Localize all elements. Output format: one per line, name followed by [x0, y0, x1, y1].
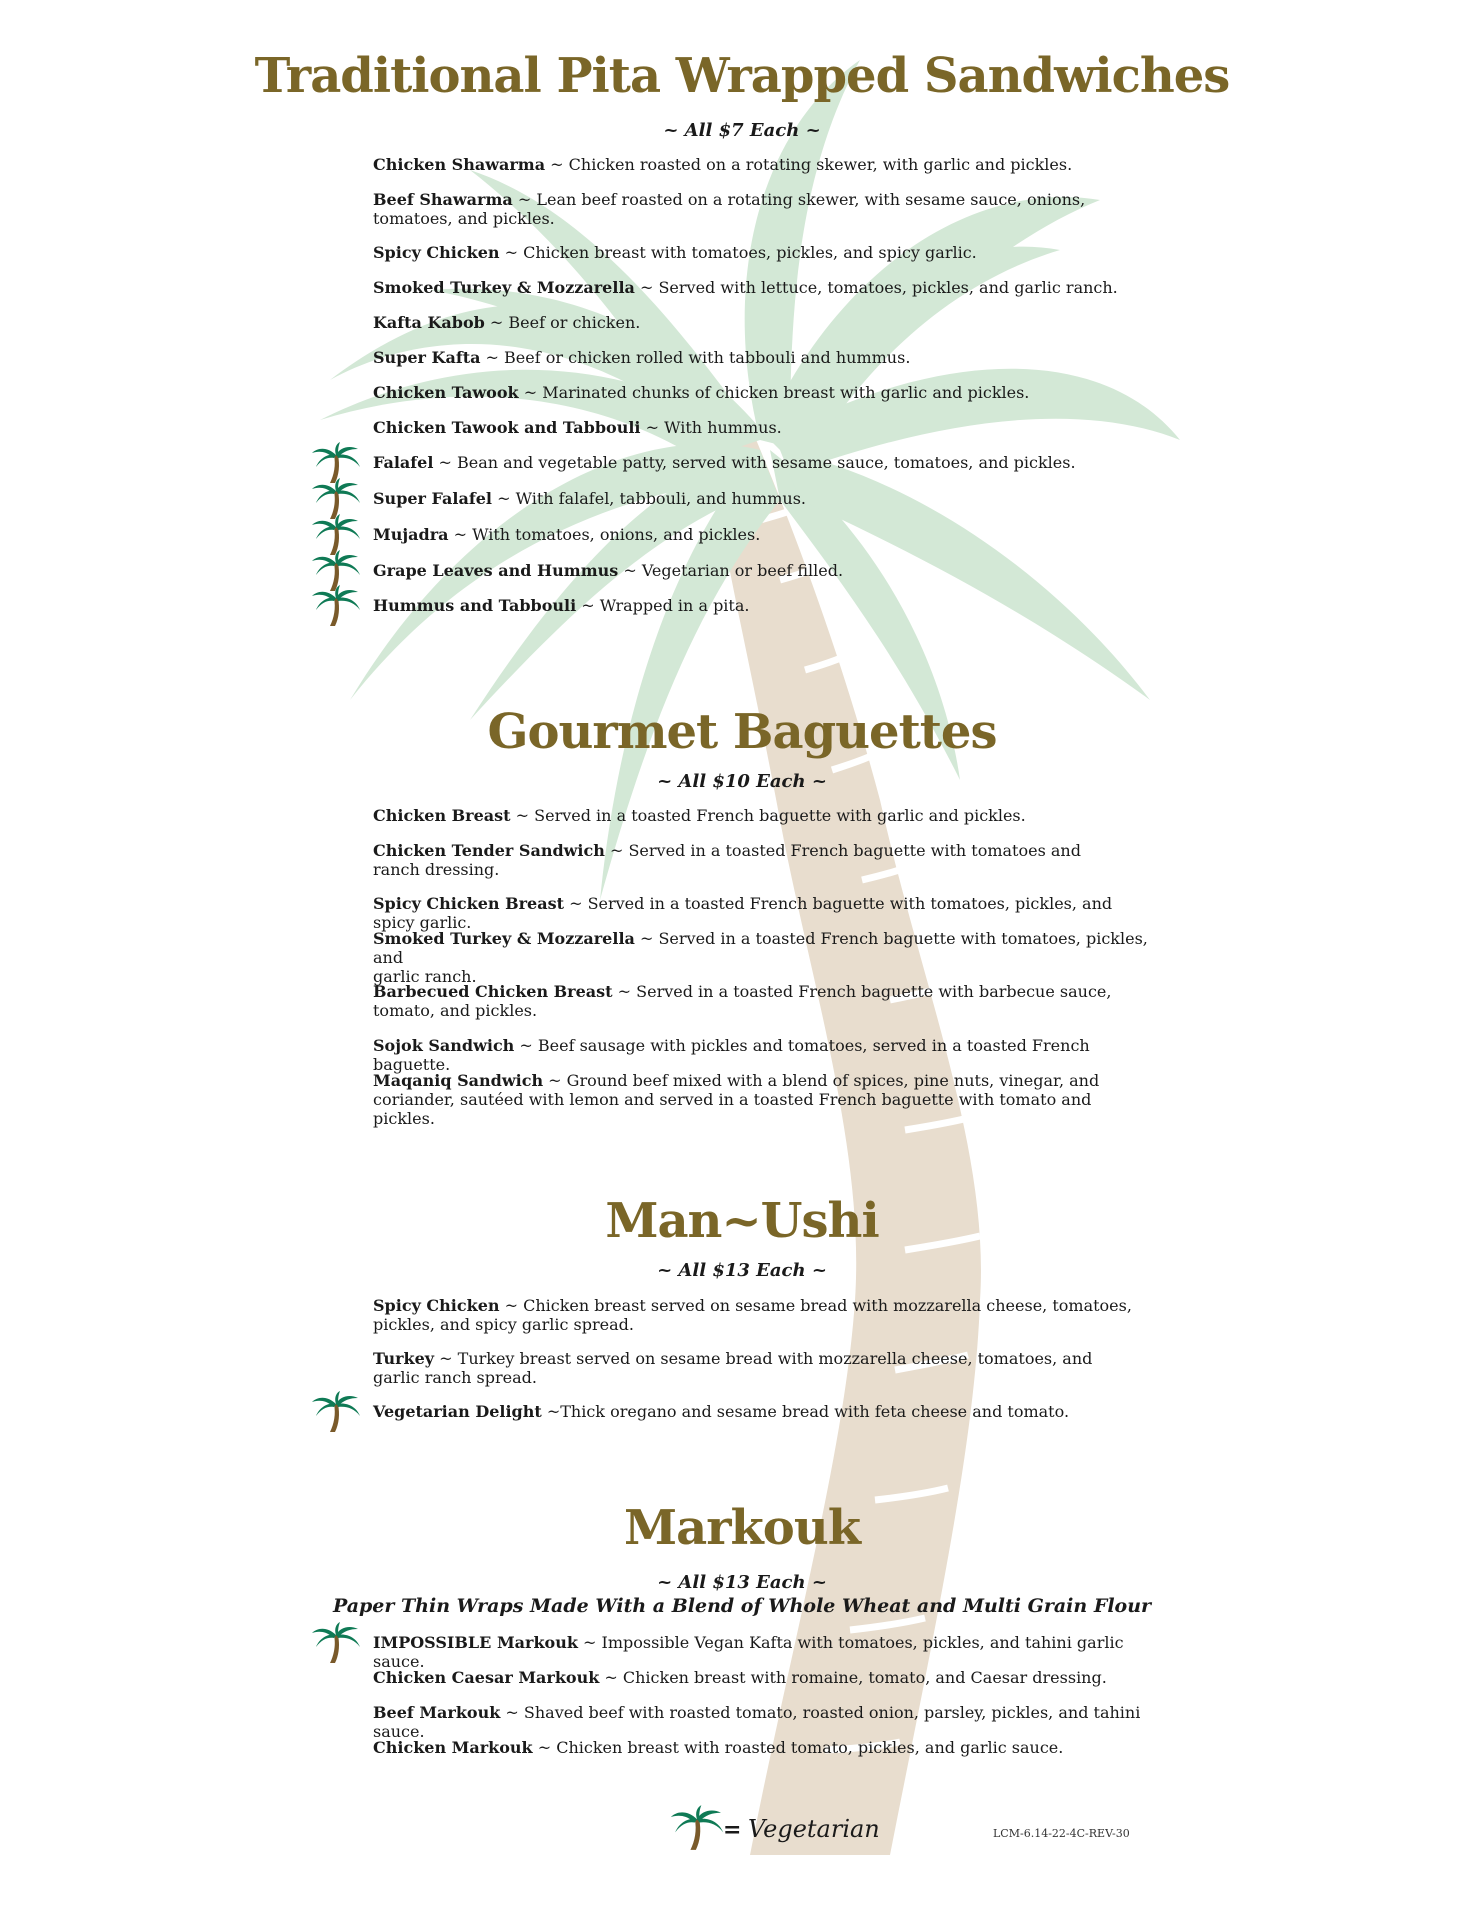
legend-label: Vegetarian	[748, 1815, 880, 1843]
item-name: Smoked Turkey & Mozzarella	[373, 929, 635, 948]
item-desc: ~ With hummus.	[640, 418, 782, 437]
item-name: Maqaniq Sandwich	[373, 1071, 544, 1090]
section-price: ~ All $10 Each ~	[657, 771, 827, 792]
palm-tree-icon	[668, 1804, 726, 1852]
menu-item	[373, 1633, 1153, 1671]
menu-item	[373, 1703, 1153, 1741]
item-desc: ~ With tomatoes, onions, and pickles.	[448, 525, 761, 544]
item-name: Smoked Turkey & Mozzarella	[373, 278, 635, 297]
menu-item	[373, 525, 1153, 544]
menu-item	[373, 561, 1153, 580]
item-name: Turkey	[373, 1349, 435, 1368]
item-desc: ~ Chicken breast with tomatoes, pickles, and spicy garlic.	[499, 243, 977, 262]
item-desc: ~ Served in a toasted French baguette with barbecue sauce,	[612, 982, 1112, 1001]
item-desc: ~ Lean beef roasted on a rotating skewer, with sesame sauce, onions,	[512, 190, 1086, 209]
item-name: Beef Shawarma	[373, 190, 513, 209]
menu-item	[373, 806, 1153, 825]
item-name: Chicken Tawook	[373, 383, 519, 402]
section-price: ~ All $13 Each ~	[657, 1572, 827, 1593]
item-desc-cont: pickles, and spicy garlic spread.	[373, 1315, 634, 1334]
item-name: Spicy Chicken	[373, 243, 500, 262]
menu-item	[373, 894, 1153, 932]
menu-item	[373, 596, 1153, 615]
item-desc-cont: garlic ranch.	[373, 967, 477, 986]
item-name: Chicken Tender Sandwich	[373, 841, 605, 860]
menu-item	[373, 1036, 1153, 1074]
item-desc: ~ Vegetarian or beef filled.	[618, 561, 844, 580]
item-desc: ~ Impossible Vegan Kafta with tomatoes, pickles, and tahini garlic sauce.	[373, 1633, 1124, 1671]
menu-item	[373, 383, 1153, 402]
menu-item	[373, 243, 1153, 262]
item-desc: ~ Chicken breast with romaine, tomato, and Caesar dressing.	[599, 1668, 1107, 1687]
document-code: LCM-6.14-22-4C-REV-30	[993, 1827, 1130, 1840]
menu-item	[373, 155, 1153, 174]
menu-item	[373, 1738, 1153, 1757]
menu-item	[373, 348, 1153, 367]
menu-item	[373, 1349, 1153, 1387]
item-desc: ~ Served in a toasted French baguette with tomatoes, pickles, and spicy garlic.	[373, 894, 1113, 932]
item-name: Beef Markouk	[373, 1703, 501, 1722]
item-name: Chicken Caesar Markouk	[373, 1668, 600, 1687]
menu-item	[373, 190, 1153, 228]
section-subtitle: Paper Thin Wraps Made With a Blend of Whole Wheat and Multi Grain Flour	[332, 1595, 1152, 1617]
vegetarian-palm-icon	[310, 1390, 362, 1434]
item-desc: ~ Chicken roasted on a rotating skewer, with garlic and pickles.	[545, 155, 1073, 174]
item-name: Super Kafta	[373, 348, 481, 367]
item-desc-cont: tomato, and pickles.	[373, 1001, 538, 1020]
item-desc: ~ Ground beef mixed with a blend of spices, pine nuts, vinegar, and	[543, 1071, 1100, 1090]
item-name: Kafta Kabob	[373, 313, 485, 332]
item-name: Barbecued Chicken Breast	[373, 982, 613, 1001]
item-name: Spicy Chicken Breast	[373, 894, 564, 913]
item-desc: ~ Beef sausage with pickles and tomatoes, served in a toasted French baguette.	[373, 1036, 1090, 1074]
item-name: IMPOSSIBLE Markouk	[373, 1633, 578, 1652]
section-price: ~ All $7 Each ~	[663, 120, 821, 141]
section-title-pita: Traditional Pita Wrapped Sandwiches	[254, 48, 1230, 104]
menu-item	[373, 1296, 1153, 1334]
section-title-markouk: Markouk	[624, 1500, 860, 1556]
menu-item	[373, 1402, 1153, 1421]
item-desc: ~ Beef or chicken rolled with tabbouli and hummus.	[480, 348, 911, 367]
item-desc-cont: tomatoes, and pickles.	[373, 209, 555, 228]
item-name: Sojok Sandwich	[373, 1036, 515, 1055]
item-desc: ~ Turkey breast served on sesame bread with mozzarella cheese, tomatoes, and	[434, 1349, 1093, 1368]
item-name: Chicken Markouk	[373, 1738, 533, 1757]
item-name: Grape Leaves and Hummus	[373, 561, 619, 580]
menu-item	[373, 1668, 1153, 1687]
item-desc: ~ Served in a toasted French baguette with garlic and pickles.	[510, 806, 1026, 825]
item-desc: ~ Marinated chunks of chicken breast with garlic and pickles.	[518, 383, 1030, 402]
item-desc: ~ Served in a toasted French baguette with tomatoes, pickles, and	[373, 929, 1148, 967]
section-price: ~ All $13 Each ~	[657, 1260, 827, 1281]
item-desc-cont: garlic ranch spread.	[373, 1368, 537, 1387]
item-desc: ~ With falafel, tabbouli, and hummus.	[492, 489, 806, 508]
menu-item	[373, 841, 1153, 879]
menu-item	[373, 313, 1153, 332]
item-desc: ~ Served in a toasted French baguette with tomatoes and	[604, 841, 1081, 860]
item-name: Vegetarian Delight	[373, 1402, 542, 1421]
section-title-manushi: Man~Ushi	[605, 1193, 879, 1249]
vegetarian-palm-icon	[310, 1621, 362, 1665]
legend-equals: =	[723, 1817, 742, 1843]
item-desc: ~ Chicken breast with roasted tomato, pickles, and garlic sauce.	[532, 1738, 1064, 1757]
vegetarian-palm-icon	[310, 584, 362, 628]
item-desc: ~ Wrapped in a pita.	[576, 596, 750, 615]
item-desc: ~ Beef or chicken.	[484, 313, 641, 332]
item-name: Chicken Tawook and Tabbouli	[373, 418, 641, 437]
item-desc: ~ Chicken breast served on sesame bread with mozzarella cheese, tomatoes,	[499, 1296, 1132, 1315]
menu-item	[373, 489, 1153, 508]
item-name: Hummus and Tabbouli	[373, 596, 577, 615]
item-name: Mujadra	[373, 525, 449, 544]
menu-item	[373, 453, 1153, 472]
item-name: Chicken Breast	[373, 806, 511, 825]
menu-item	[373, 1071, 1153, 1128]
item-name: Falafel	[373, 453, 434, 472]
menu-item	[373, 278, 1153, 297]
item-desc-cont: coriander, sautéed with lemon and served in a toasted French baguette with tomato and pickles.	[373, 1090, 1092, 1128]
item-name: Chicken Shawarma	[373, 155, 546, 174]
item-desc: ~ Served with lettuce, tomatoes, pickles, and garlic ranch.	[634, 278, 1118, 297]
item-name: Spicy Chicken	[373, 1296, 500, 1315]
item-desc: ~ Bean and vegetable patty, served with sesame sauce, tomatoes, and pickles.	[433, 453, 1076, 472]
item-desc: ~Thick oregano and sesame bread with feta cheese and tomato.	[541, 1402, 1070, 1421]
item-desc-cont: ranch dressing.	[373, 860, 500, 879]
section-title-baguettes: Gourmet Baguettes	[487, 704, 997, 760]
menu-item	[373, 929, 1153, 986]
menu-item	[373, 982, 1153, 1020]
item-name: Super Falafel	[373, 489, 492, 508]
menu-item	[373, 418, 1153, 437]
item-desc: ~ Shaved beef with roasted tomato, roasted onion, parsley, pickles, and tahini sauce.	[373, 1703, 1141, 1741]
